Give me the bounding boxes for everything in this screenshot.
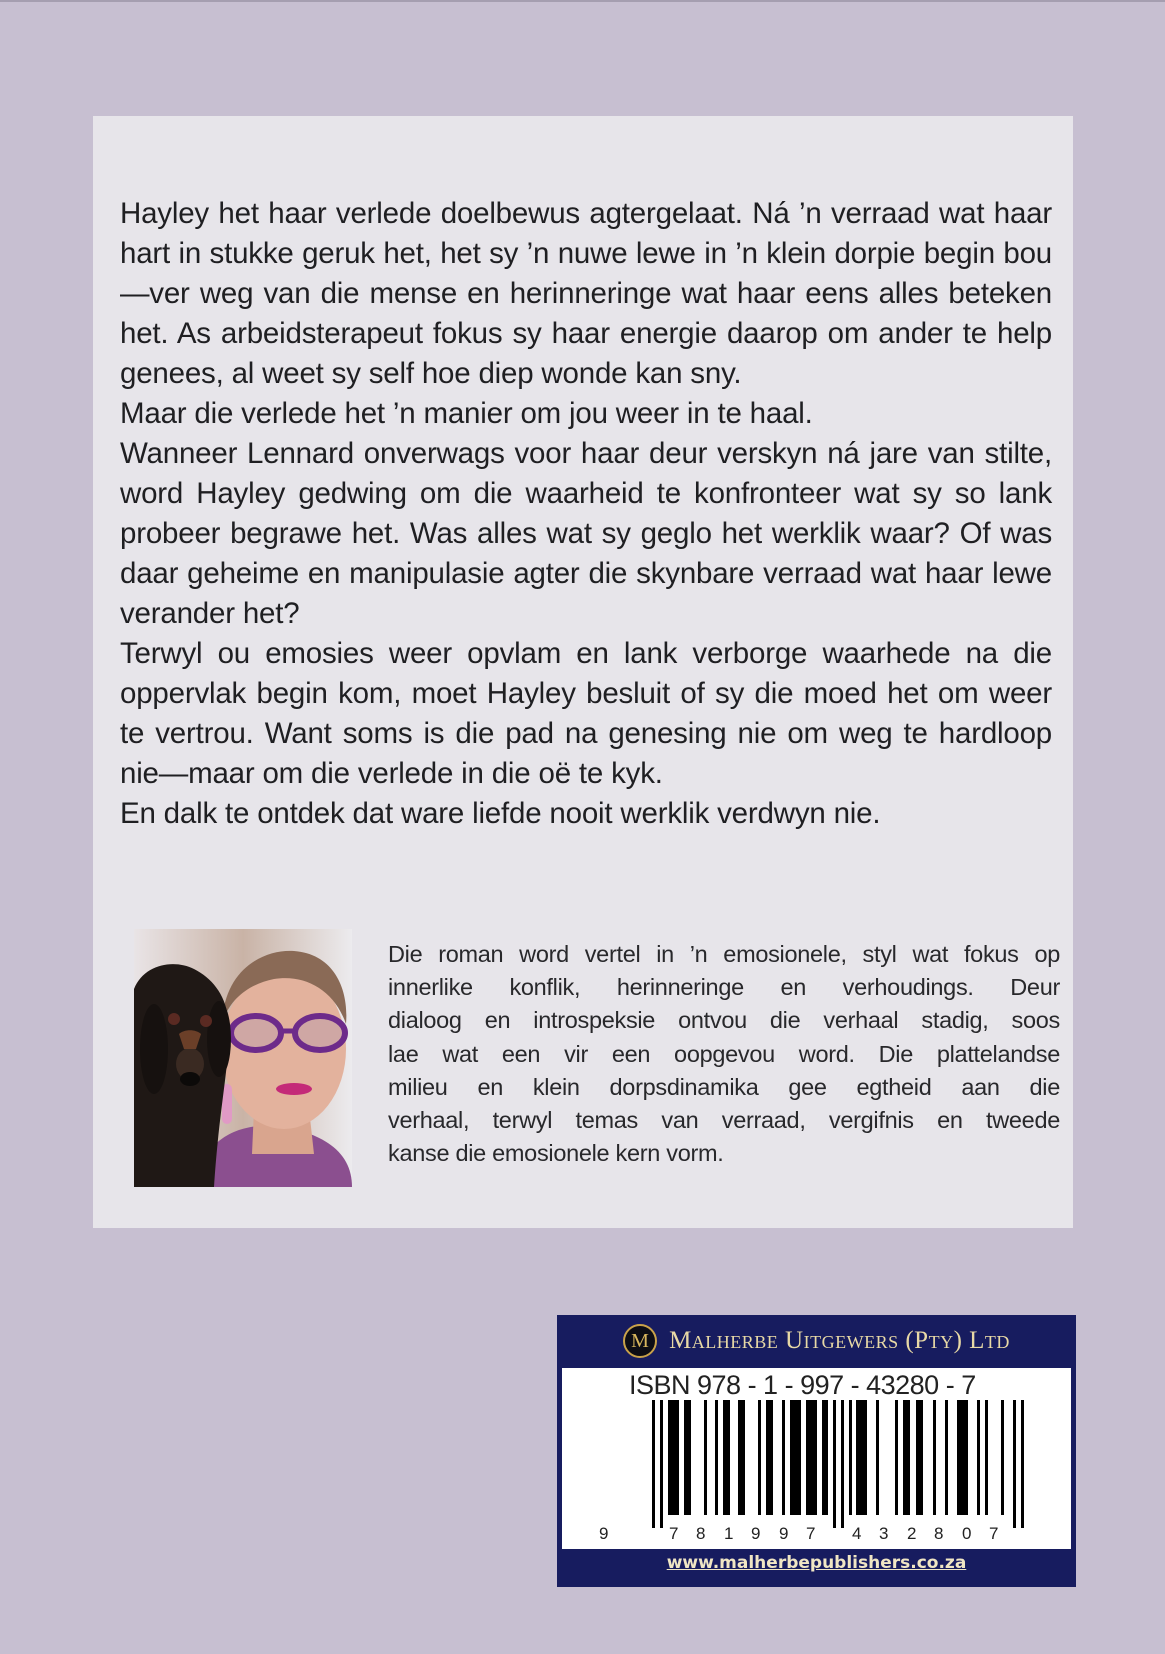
blurb-paragraph: Hayley het haar verlede doelbewus agtergelaat. Ná ’n verraad wat haar hart in stukke geruk het, het sy ’n nuwe lewe in ’n klein dorpie begin bou—ver weg van die mense en herinneringe wat haar eens alles beteken het. As arbeidsterapeut fokus sy haar energie daarop om ander te help genees, al weet sy self hoe diep wonde kan sny. [120,197,1052,390]
barcode-bars-icon [652,1400,1032,1528]
barcode-digit: 9 [779,1524,789,1543]
style-line: Die roman word vertel in ’n emosionele, styl wat fokus op [388,941,1060,967]
publisher-name: Malherbe Uitgewers (Pty) Ltd [669,1327,1010,1354]
barcode-digit: 9 [599,1524,609,1543]
style-line: lae wat een vir een oopgevou word. Die plattelandse [388,1040,1060,1067]
isbn-barcode [562,1368,1071,1549]
publisher-barcode-block [557,1315,1076,1587]
barcode-digit: 3 [879,1524,889,1543]
top-edge-line [0,0,1165,2]
barcode-digit: 4 [852,1524,862,1543]
blurb-paragraph: Wanneer Lennard onverwags voor haar deur verskyn ná jare van stilte, word Hayley gedwing om die waarheid te konfronteer wat sy so lank probeer begrawe het. Was alles wat sy geglo het werklik waar? Of was daar geheime en manipulasie agter die skynbare verraad wat haar lewe verander het? [120,437,1052,630]
style-line: verhaal, terwyl temas van verraad, vergifnis en tweede [388,1107,1060,1134]
blurb-paragraph: En dalk te ontdek dat ware liefde nooit werklik verdwyn nie. [120,797,881,830]
publisher-website-link[interactable]: www.malherbepublishers.co.za [666,1553,967,1573]
barcode-digit: 1 [724,1524,734,1543]
barcode-digit: 2 [907,1524,917,1543]
style-line: innerlike konflik, herinneringe en verhoudings. Deur [388,974,1060,1001]
style-line: dialoog en introspeksie ontvou die verhaal stadig, soos [388,1007,1060,1034]
barcode-digit: 7 [989,1524,999,1543]
barcode-digit: 9 [751,1524,761,1543]
barcode-digit: 8 [934,1524,944,1543]
style-line: kanse die emosionele kern vorm. [388,1140,724,1167]
barcode-digits [562,1524,1071,1548]
barcode-digit: 8 [696,1524,706,1543]
isbn-label: ISBN 978 - 1 - 997 - 43280 - 7 [629,1370,976,1400]
barcode-digit: 0 [962,1524,972,1543]
blurb-paragraph: Maar die verlede het ’n manier om jou weer in te haal. [120,397,813,430]
publisher-header [557,1315,1076,1367]
author-portrait-illustration [134,929,352,1187]
publisher-logo-icon: M [623,1324,657,1358]
writing-style-description [388,938,1060,1170]
author-photo [134,929,352,1187]
back-cover-text-panel [93,116,1073,1228]
style-line: milieu en klein dorpsdinamika gee egtheid aan die [388,1073,1060,1100]
barcode-digit: 7 [669,1524,679,1543]
book-blurb [120,194,1052,834]
blurb-paragraph: Terwyl ou emosies weer opvlam en lank verborge waarhede na die oppervlak begin kom, moet Hayley besluit of sy die moed het om weer te vertrou. Want soms is die pad na genesing nie om weg te hardloop nie—maar om die verlede in die oë te kyk. [120,637,1052,790]
barcode-digit: 7 [806,1524,816,1543]
